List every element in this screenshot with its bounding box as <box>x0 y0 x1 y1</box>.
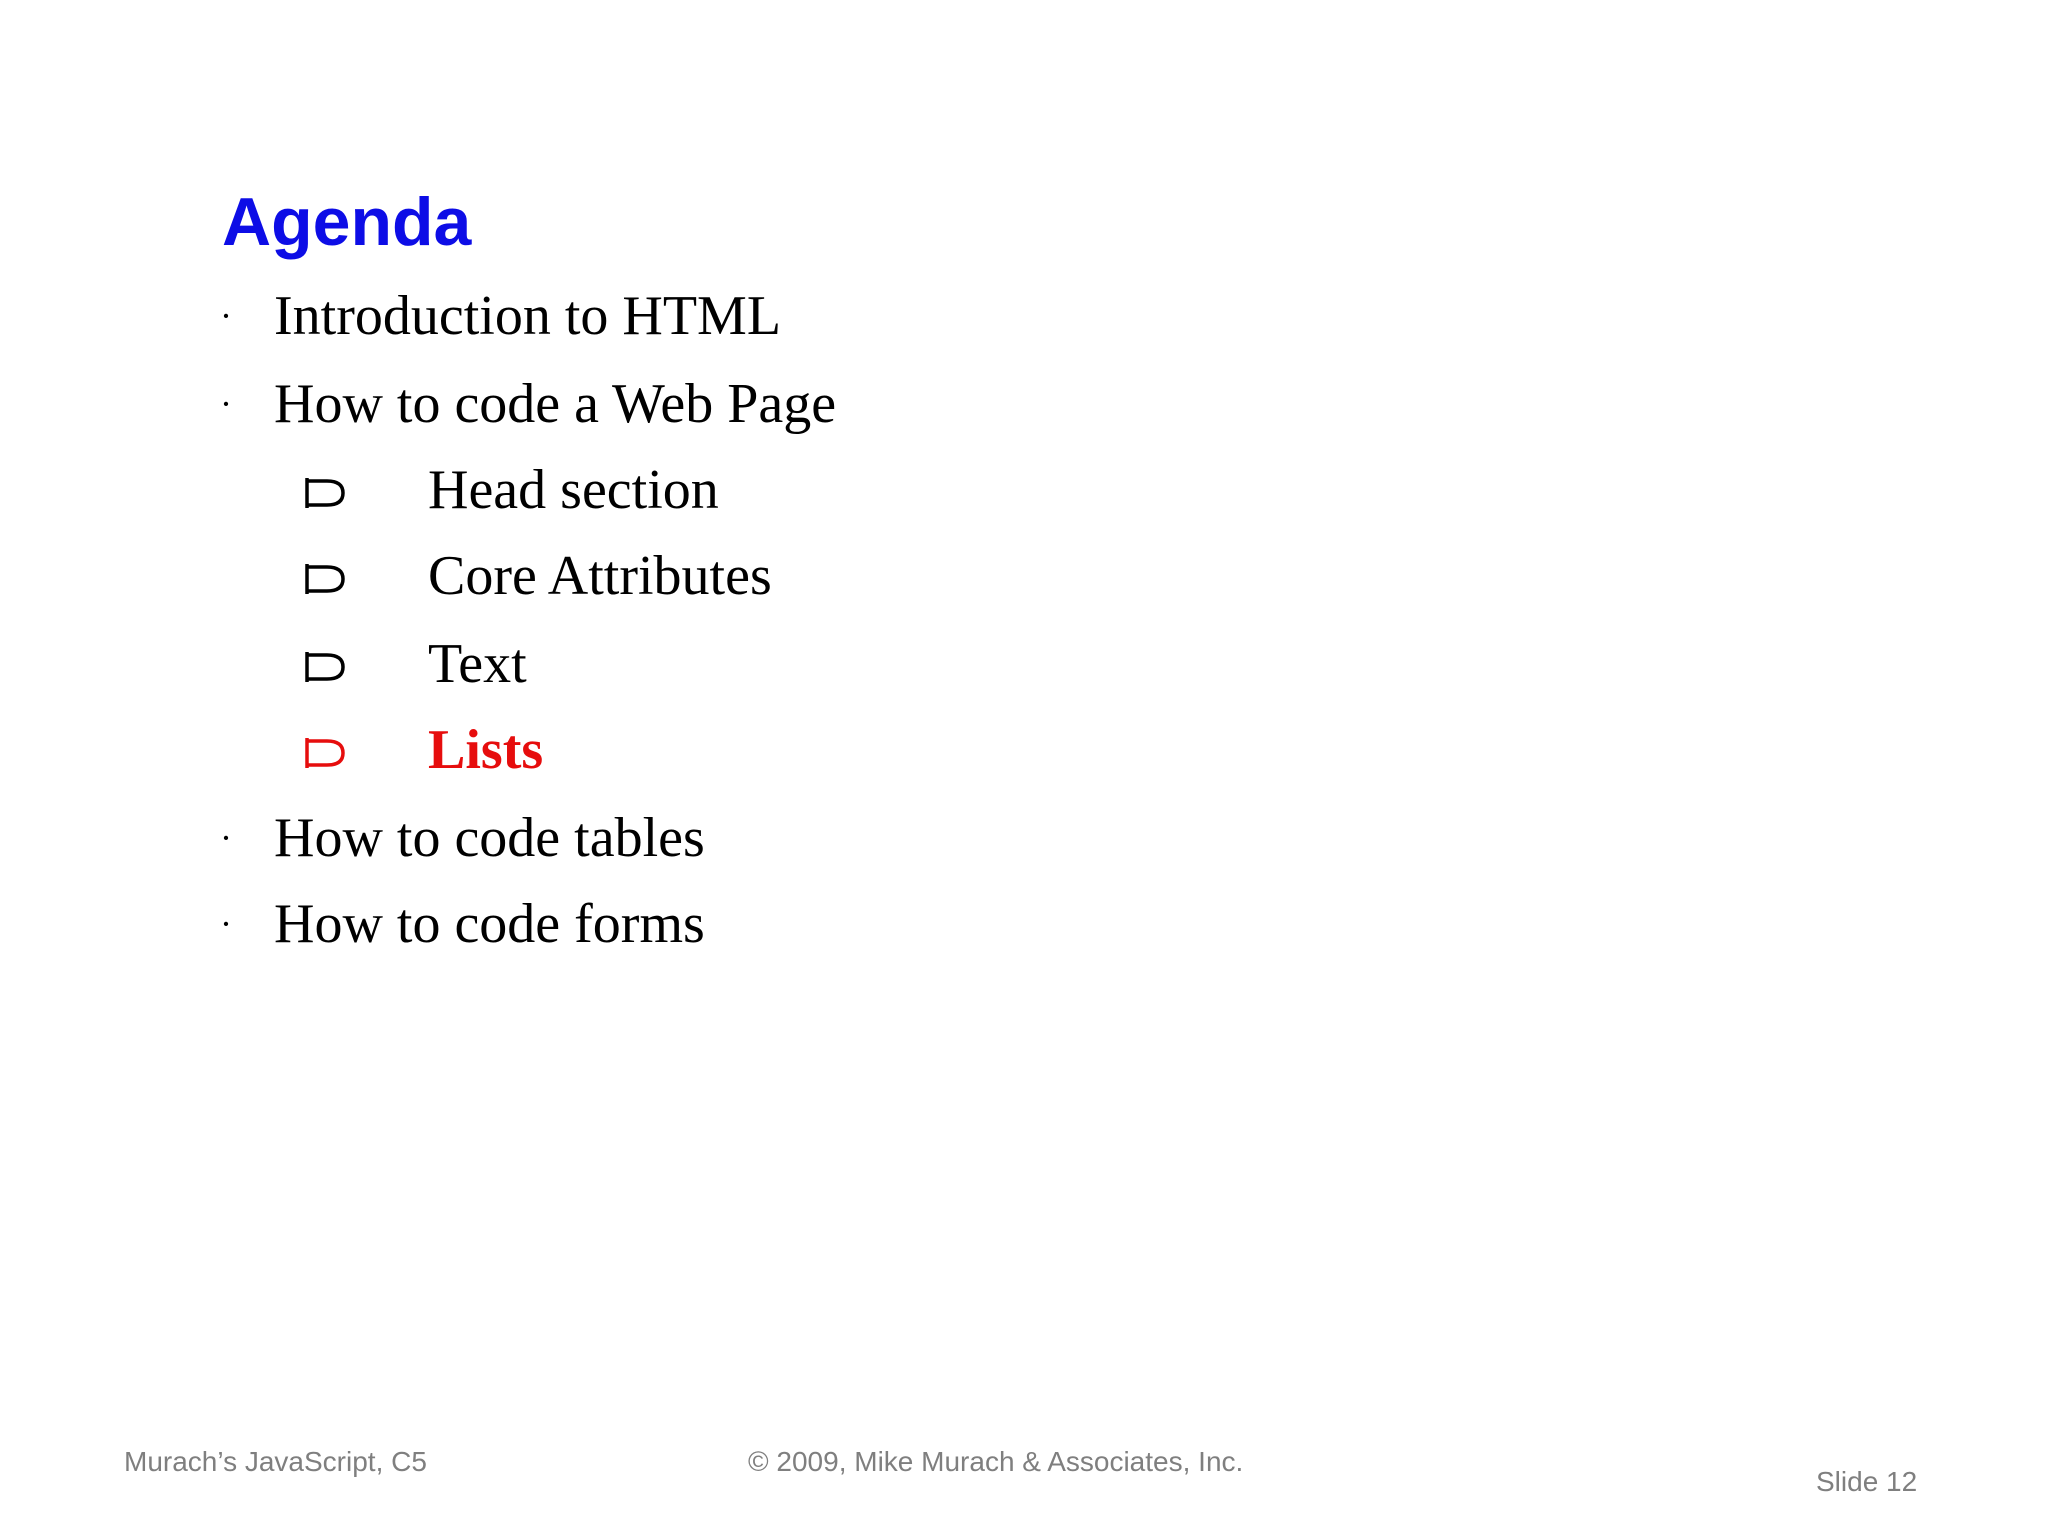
agenda-item-label: How to code a Web Page <box>274 373 837 435</box>
outlined-pointer-icon <box>303 650 347 684</box>
outlined-pointer-icon <box>303 736 347 770</box>
agenda-subitem-label: Text <box>428 633 527 695</box>
slide-title: Agenda <box>222 184 472 260</box>
agenda-subitem-label: Core Attributes <box>428 545 772 607</box>
agenda-item-label: How to code forms <box>274 893 705 955</box>
footer-copyright: © 2009, Mike Murach & Associates, Inc. <box>748 1446 1244 1477</box>
agenda-item-label: Introduction to HTML <box>274 285 782 347</box>
agenda-item-label: How to code tables <box>274 807 705 869</box>
outlined-pointer-icon <box>303 562 347 596</box>
agenda-subitem-label: Lists <box>428 719 544 781</box>
bullet-dot-icon: · <box>220 818 232 858</box>
bullet-dot-icon: · <box>220 384 232 424</box>
outlined-pointer-icon <box>303 476 347 510</box>
footer-slide-number: Slide 12 <box>1816 1466 1918 1497</box>
bullet-dot-icon: · <box>220 904 232 944</box>
agenda-subitem-label: Head section <box>428 459 719 521</box>
footer-book-title: Murach’s JavaScript, C5 <box>124 1446 427 1477</box>
bullet-dot-icon: · <box>220 296 232 336</box>
